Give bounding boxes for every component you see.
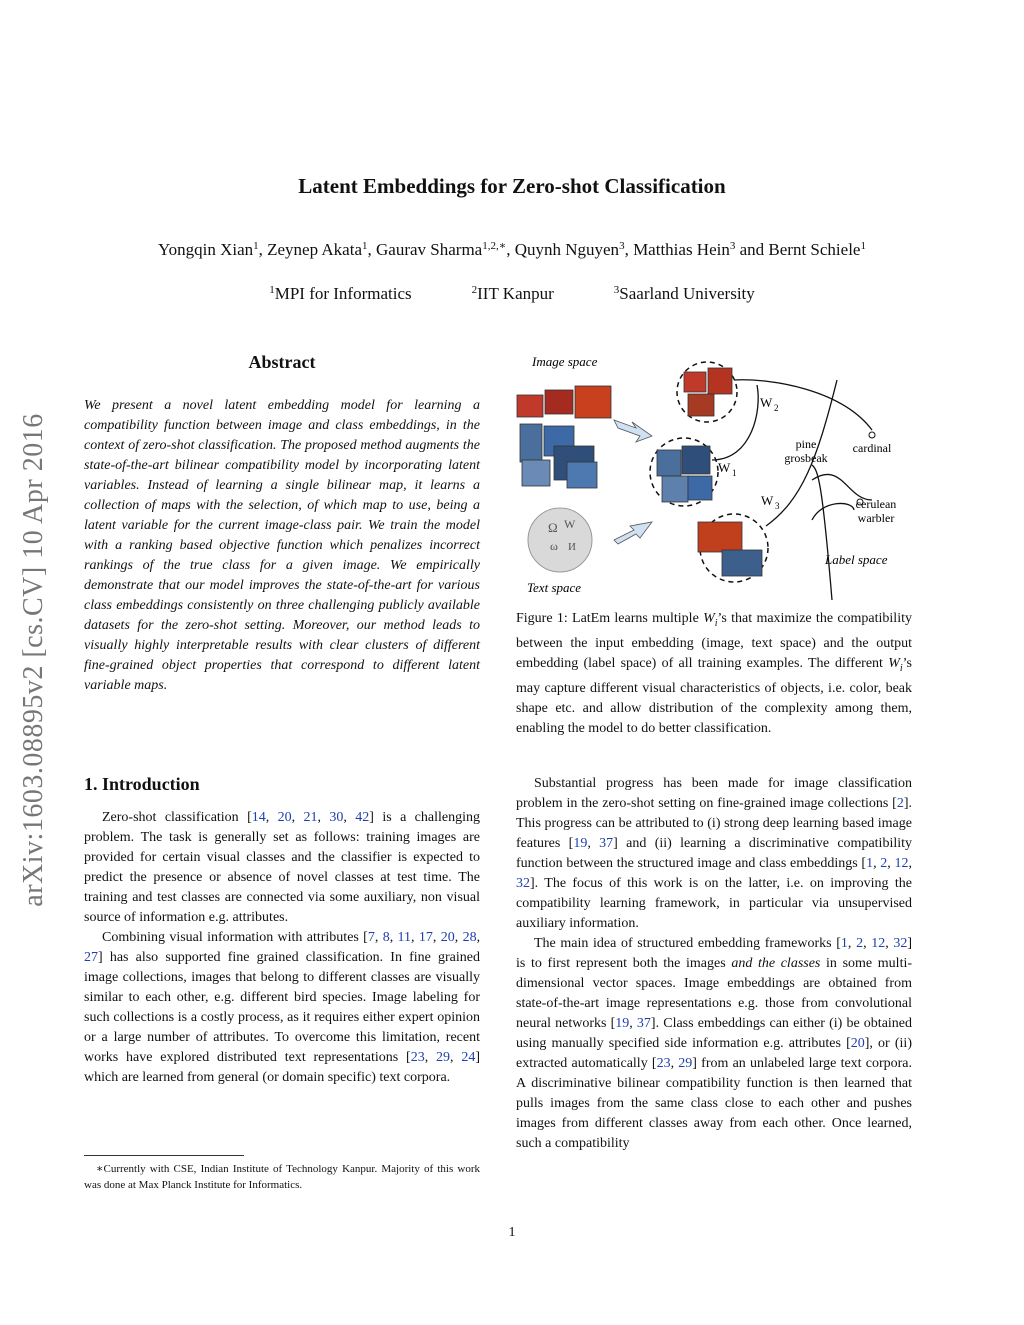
affiliation-marker: 2 (471, 284, 478, 296)
citation-link[interactable]: 20 (850, 1036, 865, 1051)
citation-link[interactable]: 20 (277, 810, 292, 825)
text-run: ] is to first represent both the images (516, 936, 913, 971)
citation-link[interactable]: 14 (251, 810, 266, 825)
author-name: Zeynep Akata (267, 240, 362, 259)
affiliation-list (0, 284, 1024, 304)
abstract-heading: Abstract (248, 352, 316, 372)
affiliation-marker: 1 (269, 284, 275, 296)
text-run: , (265, 810, 278, 825)
citation-link[interactable]: 27 (84, 950, 98, 965)
affiliation (269, 284, 411, 304)
footnote-rule (84, 1155, 244, 1156)
text-run: ] has also supported fine grained classification. In fine grained image collections, images that belong to different classes are visually similar to each other, e.g. different bird species. Image labeling for such collections is a costly process, as it requires either expert opinion or a large number of attributes. To overcome this limitation, recent works have explored distributed text representations [ (84, 950, 480, 1065)
author-name: Gaurav Sharma (376, 240, 483, 259)
affiliation-name: MPI for Informatics (274, 284, 412, 303)
text-run: , (670, 1056, 679, 1071)
citation-link[interactable]: 7 (367, 930, 375, 945)
introduction-body (84, 808, 480, 1088)
text-run: ]. This progress can be attributed to (i) strong deep learning based image features [ (516, 796, 912, 851)
author-list (40, 240, 984, 260)
text-run: , (343, 810, 356, 825)
text-run: , (908, 856, 912, 871)
w2-subscript: 2 (774, 403, 779, 413)
affiliation-name: Saarland University (619, 284, 755, 303)
cerulean-warbler-label-1: cerulean (855, 497, 897, 511)
citation-link[interactable]: 32 (893, 936, 908, 951)
citation-link[interactable]: 8 (382, 930, 390, 945)
text-run: ] and (ii) learning a discriminative compatibility function between the structured image and class embeddings [ (516, 836, 913, 871)
text-run: , (863, 936, 872, 951)
text-run: , (432, 930, 441, 945)
text-run: , (389, 930, 398, 945)
author-affiliation-marker: 1,2,∗ (482, 240, 507, 252)
affiliation-marker: 3 (613, 284, 620, 296)
text-run: , (424, 1050, 437, 1065)
w1-subscript: 1 (732, 468, 737, 478)
author-name: Matthias Hein (633, 240, 730, 259)
w2-label: W (760, 395, 773, 410)
citation-link[interactable]: 1 (866, 856, 874, 871)
citation-link[interactable]: 24 (461, 1050, 476, 1065)
citation-link[interactable]: 11 (397, 930, 412, 945)
cerulean-warbler-label-2: warbler (857, 511, 895, 525)
author-separator: and (735, 240, 769, 259)
citation-link[interactable]: 1 (840, 936, 848, 951)
svg-text:Ω: Ω (548, 520, 558, 535)
author-affiliation-marker: 1 (860, 240, 866, 252)
arxiv-stamp (4, 340, 64, 980)
right-column-body (516, 774, 912, 1154)
svg-text:W: W (564, 517, 576, 531)
text-run: , (374, 930, 383, 945)
text-run: i (714, 617, 718, 629)
text-run: , (587, 836, 600, 851)
citation-link[interactable]: 2 (896, 796, 904, 811)
svg-text:И: И (568, 541, 576, 553)
text-run: , (847, 936, 857, 951)
author-affiliation-marker: 1 (362, 240, 368, 252)
text-run: W (703, 611, 715, 626)
text-run: ]. Class embeddings can either (i) be obtained using manually specified side information e.g. attributes [ (516, 1016, 913, 1051)
citation-link[interactable]: 17 (418, 930, 433, 945)
text-run: ], or (ii) extracted automatically [ (516, 1036, 912, 1071)
text-run: Figure 1: LatEm learns multiple (516, 611, 704, 626)
citation-link[interactable]: 29 (436, 1050, 451, 1065)
text-run: , (450, 1050, 462, 1065)
pine-grosbeak-label-1: pine (795, 437, 817, 451)
section-heading-introduction: 1. Introduction (84, 774, 200, 794)
figure-1 (512, 350, 912, 600)
text-run: , (411, 930, 419, 945)
text-run: , (317, 810, 330, 825)
w3-label: W (761, 493, 774, 508)
citation-link[interactable]: 23 (410, 1050, 425, 1065)
footnote (84, 1161, 480, 1193)
text-run: ’s that maximize the compatibility between the input embedding (image, text space) and the output embedding (label space) of all training examples. The different (516, 611, 912, 671)
text-run: ] which are learned from general (or domain specific) text corpora. (84, 1050, 481, 1085)
w3-subscript: 3 (775, 501, 780, 511)
citation-link[interactable]: 30 (329, 810, 344, 825)
citation-link[interactable]: 21 (303, 810, 318, 825)
figure-1-diagram (512, 350, 912, 600)
author-name: Quynh Nguyen (514, 240, 620, 259)
citation-link[interactable]: 37 (599, 836, 614, 851)
citation-link[interactable]: 2 (880, 856, 888, 871)
citation-link[interactable]: 19 (615, 1016, 630, 1031)
affiliation-name: IIT Kanpur (477, 284, 554, 303)
text-run: , (291, 810, 304, 825)
citation-link[interactable]: 23 (656, 1056, 671, 1071)
paper-title: Latent Embeddings for Zero-shot Classification (298, 174, 726, 198)
svg-text:ω: ω (550, 539, 558, 553)
citation-link[interactable]: 37 (636, 1016, 651, 1031)
citation-link[interactable]: 28 (462, 930, 477, 945)
text-run: , (476, 930, 481, 945)
citation-link[interactable]: 12 (871, 936, 886, 951)
author-name: Bernt Schiele (768, 240, 861, 259)
text-run: and the classes (731, 956, 821, 971)
arxiv-stamp-text: arXiv:1603.08895v2 [cs.CV] 10 Apr 2016 (18, 413, 49, 907)
abstract-text: We present a novel latent embedding model for learning a compatibility function between image and class embeddings, in the context of zero-shot classification. The proposed method augments the state-of-the-art bilinear compatibility model by incorporating latent variables. Instead of learning a single bilinear map, it learns a collection of maps with the selection, of which map to use, being a latent variable for the current image-class pair. We train the model with a ranking based objective function which penalizes incorrect rankings of the true class for a given image. We empirically demonstrate that our model improves the state-of-the-art for various class embeddings consistently on three challenging publicly available datasets for the zero-shot setting. Moreover, our method leads to visually highly interpretable results with clear clusters of different fine-grained object properties that correspond to different latent variable maps. (84, 398, 480, 693)
paragraph (84, 808, 480, 928)
citation-link[interactable]: 2 (856, 936, 864, 951)
paragraph (84, 928, 480, 1088)
author-affiliation-marker: 3 (729, 240, 736, 252)
author-separator: , (258, 240, 268, 259)
author-affiliation-marker: 1 (253, 240, 259, 252)
text-run: ] from an unlabeled large text corpora. A discriminative bilinear compatibility function is then learned that pulls images from the same class close to each other and pushes images from different classes away from each other. Once learned, such a compatibility (516, 1056, 913, 1151)
figure-1-caption (516, 609, 912, 739)
w1-label: W (718, 460, 731, 475)
citation-link[interactable]: 32 (516, 876, 530, 891)
text-run: ] is a challenging problem. The task is generally set as follows: training images are provided for certain visual classes and the classifier is expected to predict the presence or absence of novel classes at test time. The training and test classes are connected via some auxiliary, non visual source of information e.g. attributes. (84, 810, 480, 925)
text-run: Combining visual information with attributes [ (102, 930, 368, 945)
text-run: The main idea of structured embedding frameworks [ (534, 936, 841, 951)
text-run: in some multi-dimensional vector spaces. Image embeddings are obtained from state-of-the-art image representations e.g. those from convolutional neural networks [ (516, 956, 913, 1031)
text-run: ’s may capture different visual characteristics of objects, i.e. color, beak shape etc. and allow distribution of the complexity among them, enabling the model to do better classification. (516, 655, 912, 736)
page-number: 1 (508, 1225, 516, 1240)
paragraph (516, 934, 912, 1154)
label-space-label: Label space (825, 552, 888, 567)
paragraph (516, 774, 912, 934)
text-run: Substantial progress has been made for image classification problem in the zero-shot setting on fine-grained image collections [ (516, 776, 912, 811)
wikipedia-globe-icon (528, 508, 592, 572)
pine-grosbeak-label-2: grosbeak (784, 451, 828, 465)
input-arrows (614, 420, 652, 544)
text-run: , (454, 930, 463, 945)
image-thumbnails (517, 386, 611, 488)
author-affiliation-marker: 3 (619, 240, 625, 252)
affiliation (614, 284, 755, 304)
text-run: , (873, 856, 881, 871)
text-run: , (629, 1016, 637, 1031)
text-run: , (885, 936, 894, 951)
image-space-label: Image space (532, 354, 598, 369)
footnote-text: ∗Currently with CSE, Indian Institute of Technology Kanpur. Majority of this work was done at Max Planck Institute for Informatics. (84, 1163, 480, 1191)
text-run: W (888, 655, 900, 671)
author-separator: , (367, 240, 376, 259)
text-run: Zero-shot classification [ (102, 810, 252, 825)
author-name: Yongqin Xian (158, 240, 254, 259)
author-separator: , (624, 240, 634, 259)
citation-link[interactable]: 19 (573, 836, 588, 851)
text-run: , (887, 856, 895, 871)
citation-link[interactable]: 42 (355, 810, 370, 825)
text-run: ]. The focus of this work is on the latter, i.e. on improving the compatibility learning framework, in particular via unsupervised auxiliary information. (516, 876, 912, 931)
latent-clusters (650, 362, 768, 582)
cardinal-label: cardinal (852, 441, 892, 455)
author-separator: , (506, 240, 515, 259)
citation-link[interactable]: 29 (678, 1056, 693, 1071)
affiliation (472, 284, 554, 304)
citation-link[interactable]: 20 (440, 930, 455, 945)
text-space-label: Text space (527, 580, 582, 595)
citation-link[interactable]: 12 (894, 856, 909, 871)
text-run: i (899, 662, 903, 674)
